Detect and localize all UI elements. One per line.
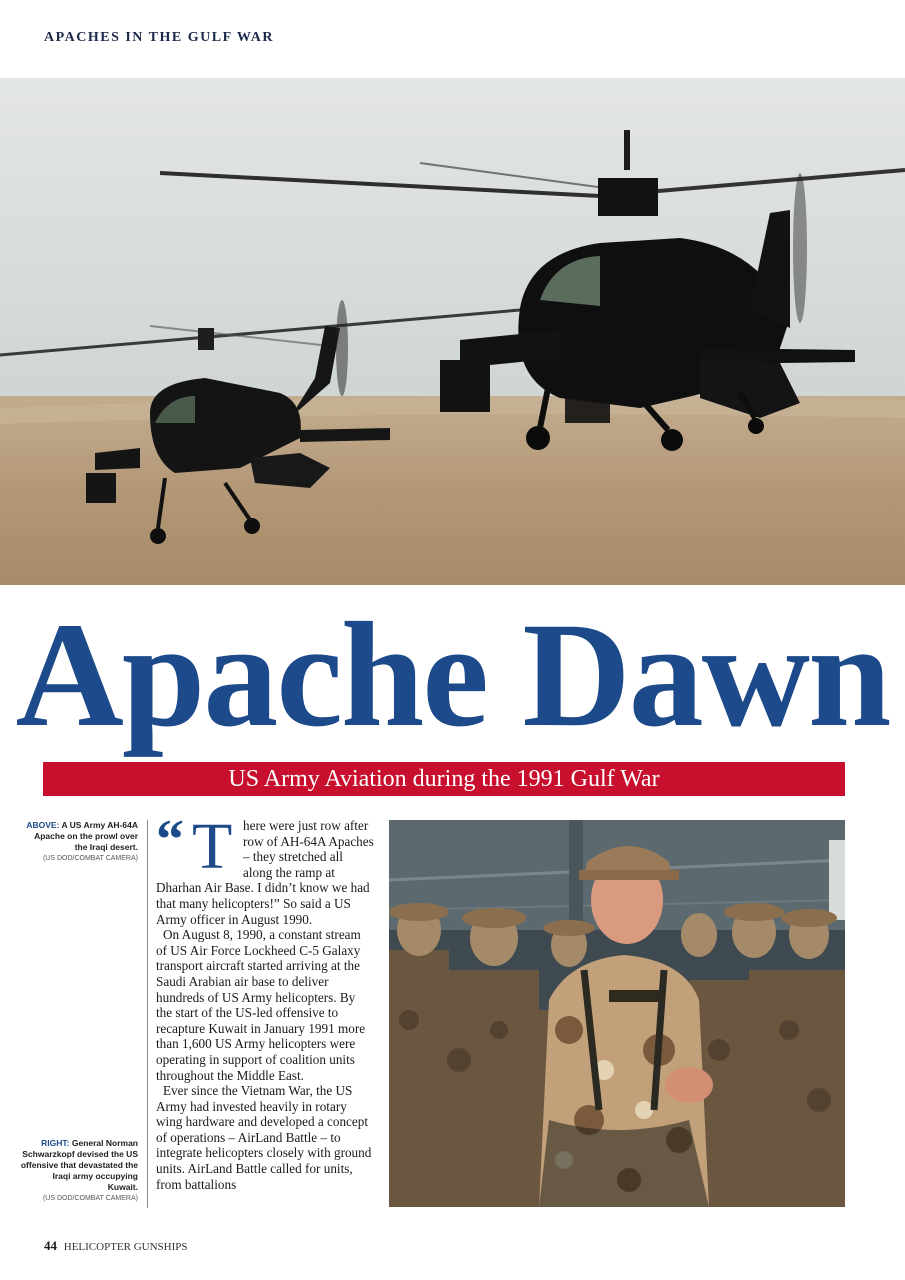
caption-right-label: RIGHT: [41, 1138, 70, 1148]
section-header: APACHES IN THE GULF WAR [44, 30, 275, 45]
caption-above-label: ABOVE: [26, 820, 60, 830]
caption-above-credit: (US DOD/COMBAT CAMERA) [42, 855, 138, 862]
article-paragraph-1: here were just row after row of AH-64A Apaches – they stretched all along the ramp at Dharhan Air Base. I didn’t know we had that many helicopters!” So said a US Army officer in August 1990. [156, 818, 374, 927]
article-paragraph-2: On August 8, 1990, a constant stream of US Air Force Lockheed C-5 Galaxy transport aircraft started arriving at the Saudi Arabian air base to deliver hundreds of US Army helicopters. By the start of the US-led offensive to recapture Kuwait in January 1991 more than 1,600 US Army helicopters were operating in support of coalition units throughout the Middle East. [156, 927, 366, 1083]
article-paragraph-3: Ever since the Vietnam War, the US Army had invested heavily in rotary wing hardware and developed a concept of operations – AirLand Battle – to integrate helicopters closely with ground units. AirLand Battle called for units, from battalions [156, 1083, 372, 1192]
caption-right [20, 1138, 138, 1204]
photo-schwarzkopf [389, 820, 845, 1207]
page-number: 44 [44, 1238, 57, 1253]
caption-above [20, 820, 138, 864]
caption-right-credit: (US DOD/COMBAT CAMERA) [42, 1195, 138, 1202]
caption-right-text: General Norman Schwarzkopf devised the US offensive that devastated the Iraqi army occupying Kuwait. [20, 1138, 138, 1192]
publication-name: HELICOPTER GUNSHIPS [63, 1241, 188, 1253]
subtitle-text: US Army Aviation during the 1991 Gulf War [228, 765, 660, 792]
hero-photo-apaches [0, 78, 905, 585]
column-divider [147, 820, 148, 1208]
drop-cap [156, 809, 242, 883]
drop-cap-quote: “ [156, 809, 184, 871]
subtitle-banner [43, 762, 845, 796]
drop-cap-letter: T [192, 810, 233, 883]
article-title: Apache Dawn [15, 592, 890, 758]
caption-above-text: A US Army AH-64A Apache on the prowl over the Iraqi desert. [34, 820, 138, 852]
page-footer [44, 1238, 188, 1254]
article-body [156, 809, 374, 1192]
